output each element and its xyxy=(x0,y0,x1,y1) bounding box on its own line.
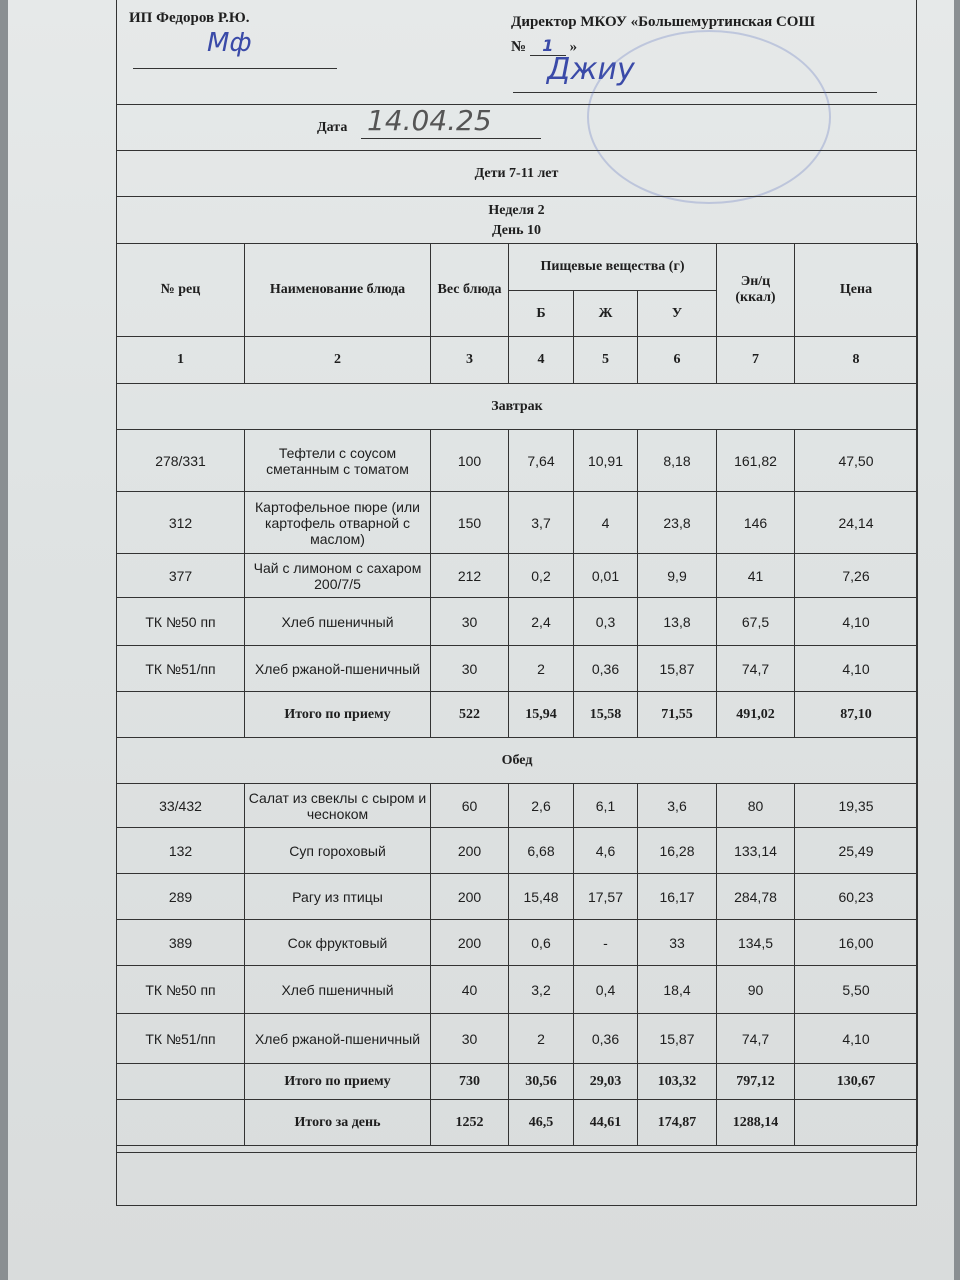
b-cell: 0,2 xyxy=(509,554,574,598)
total-row xyxy=(117,692,918,738)
bottom-empty-line xyxy=(116,1152,917,1153)
col-number: 6 xyxy=(638,337,717,384)
weight-cell: 522 xyxy=(431,692,509,738)
age-group: Дети 7-11 лет xyxy=(474,166,559,181)
recipe-cell: 33/432 xyxy=(117,784,245,828)
price-cell: 47,50 xyxy=(795,430,918,492)
table-row xyxy=(117,784,918,828)
price-cell: 19,35 xyxy=(795,784,918,828)
divider xyxy=(117,196,916,197)
table-row xyxy=(117,430,918,492)
dish-cell: Чай с лимоном с сахаром 200/7/5 xyxy=(245,554,431,598)
b-cell: 3,7 xyxy=(509,492,574,554)
zh-cell: 0,4 xyxy=(574,966,638,1014)
header-row xyxy=(117,244,918,291)
b-cell: 2,4 xyxy=(509,598,574,646)
u-cell: 33 xyxy=(638,920,717,966)
recipe-cell: 132 xyxy=(117,828,245,874)
divider xyxy=(117,150,916,151)
number-sign: № xyxy=(511,39,527,55)
col-energy: Эн/ц (ккал) xyxy=(717,244,795,337)
price-cell: 60,23 xyxy=(795,874,918,920)
b-cell: 0,6 xyxy=(509,920,574,966)
energy-cell: 161,82 xyxy=(717,430,795,492)
b-cell: 2 xyxy=(509,1014,574,1064)
dish-cell: Салат из свеклы с сыром и чесноком xyxy=(245,784,431,828)
price-cell: 87,10 xyxy=(795,692,918,738)
u-cell: 103,32 xyxy=(638,1064,717,1100)
b-cell: 7,64 xyxy=(509,430,574,492)
zh-cell: 0,36 xyxy=(574,1014,638,1064)
col-number: 3 xyxy=(431,337,509,384)
price-cell: 7,26 xyxy=(795,554,918,598)
weight-cell: 200 xyxy=(431,874,509,920)
breakfast-title: Завтрак xyxy=(117,384,918,430)
energy-cell: 1288,14 xyxy=(717,1100,795,1146)
zh-cell: 17,57 xyxy=(574,874,638,920)
b-cell: 6,68 xyxy=(509,828,574,874)
price-cell: 4,10 xyxy=(795,598,918,646)
dish-cell: Хлеб ржаной-пшеничный xyxy=(245,646,431,692)
zh-cell: - xyxy=(574,920,638,966)
recipe-cell: 289 xyxy=(117,874,245,920)
price-cell: 16,00 xyxy=(795,920,918,966)
price-cell: 5,50 xyxy=(795,966,918,1014)
weight-cell: 200 xyxy=(431,920,509,966)
section-row xyxy=(117,384,918,430)
quote-close: » xyxy=(569,39,578,55)
col-nutrients: Пищевые вещества (г) xyxy=(509,244,717,291)
weight-cell: 30 xyxy=(431,598,509,646)
recipe-cell: ТК №51/пп xyxy=(117,646,245,692)
energy-cell: 80 xyxy=(717,784,795,828)
recipe-cell: 389 xyxy=(117,920,245,966)
section-row xyxy=(117,738,918,784)
col-number: 1 xyxy=(117,337,245,384)
recipe-cell xyxy=(117,1100,245,1146)
weight-cell: 200 xyxy=(431,828,509,874)
zh-cell: 6,1 xyxy=(574,784,638,828)
col-weight: Вес блюда xyxy=(431,244,509,337)
zh-cell: 10,91 xyxy=(574,430,638,492)
table-row xyxy=(117,920,918,966)
recipe-cell: 312 xyxy=(117,492,245,554)
total-label: Итого по приему xyxy=(245,1064,431,1100)
weight-cell: 150 xyxy=(431,492,509,554)
director-signature: Джиу xyxy=(547,52,635,87)
table-row xyxy=(117,598,918,646)
price-cell: 24,14 xyxy=(795,492,918,554)
col-number: 8 xyxy=(795,337,918,384)
price-cell: 130,67 xyxy=(795,1064,918,1100)
table-row xyxy=(117,966,918,1014)
u-cell: 16,28 xyxy=(638,828,717,874)
school-number: 1 xyxy=(530,36,566,56)
energy-cell: 491,02 xyxy=(717,692,795,738)
b-cell: 15,94 xyxy=(509,692,574,738)
weight-cell: 100 xyxy=(431,430,509,492)
col-price: Цена xyxy=(795,244,918,337)
weight-cell: 40 xyxy=(431,966,509,1014)
supplier-name: ИП Федоров Р.Ю. xyxy=(129,10,250,26)
zh-cell: 0,36 xyxy=(574,646,638,692)
energy-cell: 90 xyxy=(717,966,795,1014)
energy-cell: 284,78 xyxy=(717,874,795,920)
col-number: 5 xyxy=(574,337,638,384)
menu-table xyxy=(116,243,918,1146)
column-number-row xyxy=(117,337,918,384)
recipe-cell: ТК №50 пп xyxy=(117,598,245,646)
dish-cell: Хлеб пшеничный xyxy=(245,598,431,646)
weight-cell: 212 xyxy=(431,554,509,598)
b-cell: 2 xyxy=(509,646,574,692)
col-b: Б xyxy=(509,291,574,337)
u-cell: 8,18 xyxy=(638,430,717,492)
dish-cell: Рагу из птицы xyxy=(245,874,431,920)
weight-cell: 60 xyxy=(431,784,509,828)
dish-cell: Сок фруктовый xyxy=(245,920,431,966)
u-cell: 15,87 xyxy=(638,646,717,692)
u-cell: 18,4 xyxy=(638,966,717,1014)
u-cell: 23,8 xyxy=(638,492,717,554)
col-zh: Ж xyxy=(574,291,638,337)
recipe-cell xyxy=(117,692,245,738)
date-label: Дата xyxy=(317,120,348,135)
supplier-signature: Мф xyxy=(207,28,252,58)
day-label: День 10 xyxy=(492,223,541,238)
energy-cell: 797,12 xyxy=(717,1064,795,1100)
u-cell: 3,6 xyxy=(638,784,717,828)
zh-cell: 44,61 xyxy=(574,1100,638,1146)
zh-cell: 0,3 xyxy=(574,598,638,646)
col-number: 2 xyxy=(245,337,431,384)
col-number: 7 xyxy=(717,337,795,384)
price-cell: 4,10 xyxy=(795,1014,918,1064)
u-cell: 16,17 xyxy=(638,874,717,920)
day-total-row xyxy=(117,1100,918,1146)
u-cell: 71,55 xyxy=(638,692,717,738)
recipe-cell: ТК №50 пп xyxy=(117,966,245,1014)
supplier-signature-line xyxy=(133,68,337,69)
b-cell: 15,48 xyxy=(509,874,574,920)
u-cell: 13,8 xyxy=(638,598,717,646)
weight-cell: 1252 xyxy=(431,1100,509,1146)
col-recipe: № рец xyxy=(117,244,245,337)
table-row xyxy=(117,1014,918,1064)
dish-cell: Суп гороховый xyxy=(245,828,431,874)
b-cell: 46,5 xyxy=(509,1100,574,1146)
weight-cell: 30 xyxy=(431,1014,509,1064)
price-cell: 25,49 xyxy=(795,828,918,874)
zh-cell: 0,01 xyxy=(574,554,638,598)
col-u: У xyxy=(638,291,717,337)
total-label: Итого по приему xyxy=(245,692,431,738)
u-cell: 15,87 xyxy=(638,1014,717,1064)
recipe-cell xyxy=(117,1064,245,1100)
recipe-cell: ТК №51/пп xyxy=(117,1014,245,1064)
director-title: Директор МКОУ «Большемуртинская СОШ xyxy=(511,14,815,30)
col-number: 4 xyxy=(509,337,574,384)
b-cell: 2,6 xyxy=(509,784,574,828)
day-total-label: Итого за день xyxy=(245,1100,431,1146)
table-row xyxy=(117,828,918,874)
table-row xyxy=(117,874,918,920)
dish-cell: Картофельное пюре (или картофель отварной с маслом) xyxy=(245,492,431,554)
dish-cell: Тефтели с соусом сметанным с томатом xyxy=(245,430,431,492)
table-row xyxy=(117,646,918,692)
week-label: Неделя 2 xyxy=(488,203,545,218)
u-cell: 9,9 xyxy=(638,554,717,598)
zh-cell: 15,58 xyxy=(574,692,638,738)
table-row xyxy=(117,492,918,554)
dish-cell: Хлеб ржаной-пшеничный xyxy=(245,1014,431,1064)
energy-cell: 74,7 xyxy=(717,1014,795,1064)
date-line xyxy=(361,138,541,139)
zh-cell: 4,6 xyxy=(574,828,638,874)
lunch-title: Обед xyxy=(117,738,918,784)
b-cell: 30,56 xyxy=(509,1064,574,1100)
energy-cell: 146 xyxy=(717,492,795,554)
weight-cell: 730 xyxy=(431,1064,509,1100)
zh-cell: 29,03 xyxy=(574,1064,638,1100)
col-dish: Наименование блюда xyxy=(245,244,431,337)
energy-cell: 41 xyxy=(717,554,795,598)
date-value: 14.04.25 xyxy=(367,104,492,137)
recipe-cell: 278/331 xyxy=(117,430,245,492)
u-cell: 174,87 xyxy=(638,1100,717,1146)
energy-cell: 74,7 xyxy=(717,646,795,692)
energy-cell: 67,5 xyxy=(717,598,795,646)
total-row xyxy=(117,1064,918,1100)
table-row xyxy=(117,554,918,598)
zh-cell: 4 xyxy=(574,492,638,554)
energy-cell: 133,14 xyxy=(717,828,795,874)
price-cell xyxy=(795,1100,918,1146)
price-cell: 4,10 xyxy=(795,646,918,692)
energy-cell: 134,5 xyxy=(717,920,795,966)
weight-cell: 30 xyxy=(431,646,509,692)
dish-cell: Хлеб пшеничный xyxy=(245,966,431,1014)
recipe-cell: 377 xyxy=(117,554,245,598)
divider xyxy=(117,104,916,105)
b-cell: 3,2 xyxy=(509,966,574,1014)
